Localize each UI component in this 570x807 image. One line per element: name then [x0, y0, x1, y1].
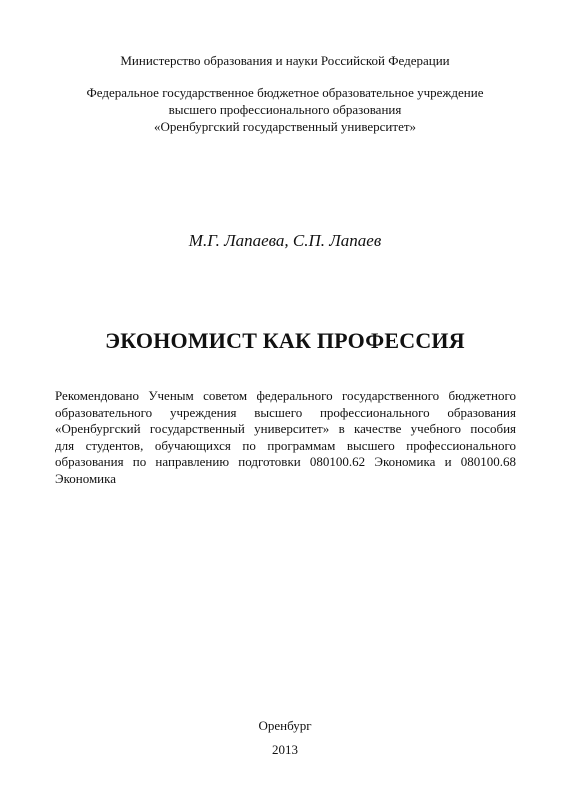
recommendation-line-3: «Оренбургский государственный университет» в качестве учебного пособия [55, 421, 516, 436]
institution-line-2: высшего профессионального образования [168, 102, 402, 117]
document-title: ЭКОНОМИСТ КАК ПРОФЕССИЯ [105, 328, 465, 353]
recommendation-line-4: для студентов, обучающихся по программам высшего профессионального [55, 437, 516, 453]
institution-line-1: Федеральное государственное бюджетное образовательное учреждение [86, 85, 484, 100]
authors: М.Г. Лапаева, С.П. Лапаев [188, 231, 382, 250]
publication-year: 2013 [272, 742, 298, 757]
recommendation-line-1: Рекомендовано Ученым советом федерального государственного бюджетного [55, 388, 516, 403]
recommendation-line-6: Экономика [55, 470, 117, 486]
recommendation-line-5: образования по направлению подготовки 080100.62 Экономика и 080100.68 [55, 454, 516, 469]
publication-city: Оренбург [258, 718, 312, 733]
recommendation-paragraph [55, 388, 516, 487]
ministry-name: Министерство образования и науки Российской Федерации [120, 53, 450, 68]
institution-line-3: «Оренбургский государственный университет» [153, 119, 417, 134]
recommendation-line-2: образовательного учреждения высшего профессионального образования [55, 404, 516, 420]
